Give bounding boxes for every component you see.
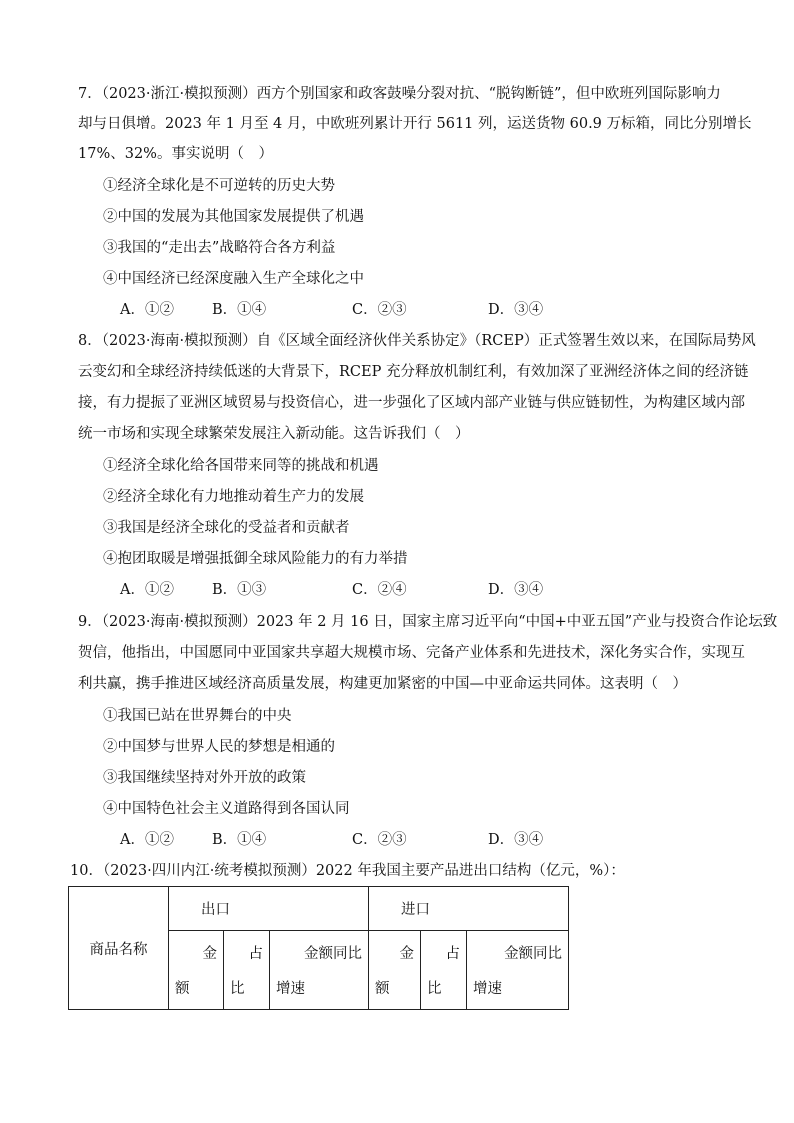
table-header-product-name: 商品名称 bbox=[69, 887, 169, 1010]
q7-item-1: ①经济全球化是不可逆转的历史大势 bbox=[103, 178, 335, 194]
export-amount-header bbox=[169, 931, 224, 1010]
q8-stem-line-2: 云变幻和全球经济持续低迷的大背景下，RCEP 充分释放机制红利，有效加深了亚洲经济体之间的经济链 bbox=[78, 364, 749, 380]
q9-choice-a[interactable]: A．①② bbox=[120, 832, 174, 848]
import-share-header bbox=[421, 931, 467, 1010]
q7-choice-b[interactable]: B．①④ bbox=[212, 302, 267, 318]
q7-item-2: ②中国的发展为其他国家发展提供了机遇 bbox=[103, 209, 364, 225]
q9-item-2: ②中国梦与世界人民的梦想是相通的 bbox=[103, 739, 335, 755]
table-header-import: 进口 bbox=[369, 887, 569, 931]
q9-choice-c[interactable]: C．②③ bbox=[352, 832, 407, 848]
q8-stem-line-1: 8．（2023·海南·模拟预测）自《区域全面经济伙伴关系协定》（RCEP）正式签署生效以来，在国际局势风 bbox=[78, 333, 756, 349]
q7-item-3: ③我国的“走出去”战略符合各方利益 bbox=[103, 240, 336, 256]
q7-stem-line-1: 7．（2023·浙江·模拟预测）西方个别国家和政客鼓噪分裂对抗、“脱钩断链”，但中欧班列国际影响力 bbox=[78, 86, 721, 102]
q8-item-2: ②经济全球化有力地推动着生产力的发展 bbox=[103, 489, 364, 505]
q9-item-4: ④中国特色社会主义道路得到各国认同 bbox=[103, 801, 350, 817]
import-growth-header-bottom: 增速 bbox=[473, 981, 503, 997]
q8-stem-line-3: 接，有力提振了亚洲区域贸易与投资信心，进一步强化了区域内部产业链与供应链韧性，为构建区域内部 bbox=[78, 395, 745, 411]
import-share-header-top: 占 bbox=[445, 946, 461, 962]
q8-stem-line-4: 统一市场和实现全球繁荣发展注入新动能。这告诉我们（ ） bbox=[78, 426, 470, 442]
export-growth-header-top: 金额同比 bbox=[304, 946, 363, 962]
q8-choice-a[interactable]: A．①② bbox=[120, 582, 174, 598]
import-amount-header bbox=[369, 931, 421, 1010]
q8-item-3: ③我国是经济全球化的受益者和贡献者 bbox=[103, 520, 350, 536]
q9-choice-d[interactable]: D．③④ bbox=[488, 832, 544, 848]
q8-choice-c[interactable]: C．②④ bbox=[352, 582, 407, 598]
export-amount-header-bottom: 额 bbox=[175, 981, 190, 997]
export-share-header-top: 占 bbox=[248, 946, 263, 962]
q9-stem-line-1: 9．（2023·海南·模拟预测）2023 年 2 月 16 日，国家主席习近平向“中国+中亚五国”产业与投资合作论坛致 bbox=[78, 614, 778, 630]
q10-stem-line-1: 10．（2023·四川内江·统考模拟预测）2022 年我国主要产品进出口结构（亿元，%）： bbox=[70, 863, 625, 879]
import-amount-header-top: 金 bbox=[399, 946, 415, 962]
q7-choice-c[interactable]: C．②③ bbox=[352, 302, 407, 318]
export-growth-header bbox=[270, 931, 369, 1010]
q9-item-1: ①我国已站在世界舞台的中央 bbox=[103, 708, 292, 724]
q9-choice-b[interactable]: B．①④ bbox=[212, 832, 267, 848]
q8-item-1: ①经济全球化给各国带来同等的挑战和机遇 bbox=[103, 458, 379, 474]
q9-item-3: ③我国继续坚持对外开放的政策 bbox=[103, 770, 306, 786]
export-growth-header-bottom: 增速 bbox=[276, 981, 305, 997]
q7-stem-line-2: 却与日俱增。2023 年 1 月至 4 月，中欧班列累计开行 5611 列，运送货物 60.9 万标箱，同比分别增长 bbox=[78, 116, 752, 132]
q7-choice-d[interactable]: D．③④ bbox=[488, 302, 544, 318]
table-header-export: 出口 bbox=[169, 887, 369, 931]
q7-stem-line-3: 17%、32%。事实说明（ ） bbox=[78, 146, 273, 162]
q9-stem-line-3: 利共赢，携手推进区域经济高质量发展，构建更加紧密的中国—中亚命运共同体。这表明（ ） bbox=[78, 676, 687, 692]
import-share-header-bottom: 比 bbox=[427, 981, 442, 997]
export-share-header bbox=[224, 931, 270, 1010]
export-share-header-bottom: 比 bbox=[230, 981, 245, 997]
q7-choice-a[interactable]: A．①② bbox=[120, 302, 174, 318]
q9-stem-line-2: 贺信，他指出，中国愿同中亚国家共享超大规模市场、完备产业体系和先进技术，深化务实合作，实现互 bbox=[78, 645, 745, 661]
q8-choice-b[interactable]: B．①③ bbox=[212, 582, 267, 598]
import-amount-header-bottom: 额 bbox=[375, 981, 390, 997]
q7-item-4: ④中国经济已经深度融入生产全球化之中 bbox=[103, 271, 364, 287]
import-growth-header-top: 金额同比 bbox=[504, 946, 563, 962]
q8-choice-d[interactable]: D．③④ bbox=[488, 582, 544, 598]
q8-item-4: ④抱团取暖是增强抵御全球风险能力的有力举措 bbox=[103, 551, 408, 567]
import-growth-header bbox=[467, 931, 569, 1010]
q10-trade-table bbox=[68, 886, 569, 1010]
export-amount-header-top: 金 bbox=[202, 946, 217, 962]
